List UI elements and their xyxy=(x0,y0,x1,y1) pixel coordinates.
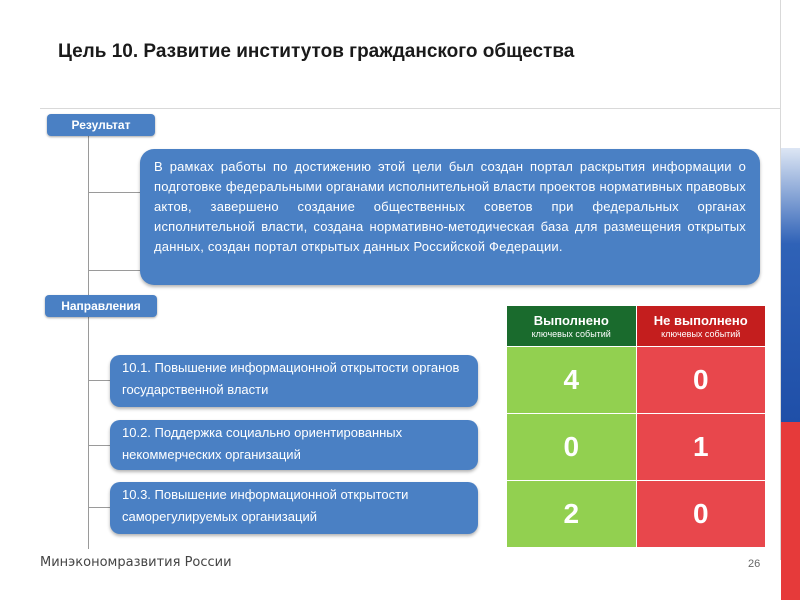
done-count: 4 xyxy=(507,347,637,414)
done-count: 2 xyxy=(507,481,637,548)
flag-stripe-red xyxy=(781,422,800,600)
result-branch xyxy=(88,192,140,193)
direction-branch xyxy=(88,380,110,381)
not-done-header-subtitle: ключевых событий xyxy=(661,328,741,339)
direction-item-10-3: 10.3. Повышение информационной открытости саморегулируемых организаций xyxy=(110,482,478,534)
done-header xyxy=(507,306,637,347)
table-row xyxy=(507,347,766,414)
direction-item-10-2: 10.2. Поддержка социально ориентированных некоммерческих организаций xyxy=(110,420,478,470)
not-done-count: 1 xyxy=(636,414,766,481)
done-header-title: Выполнено xyxy=(533,312,609,328)
not-done-header-title: Не выполнено xyxy=(653,312,748,328)
result-description: В рамках работы по достижению этой цели был создан портал раскрытия информации о подготовке федеральными органами исполнительной власти проектов нормативных правовых актов, завершено создание общественных советов при федеральных органах исполнительной власти, создана нормативно-методическая база для размещения открытых данных, создан портал открытых данных Российской Федерации. xyxy=(140,149,760,285)
not-done-count: 0 xyxy=(636,481,766,548)
page-title: Цель 10. Развитие институтов гражданского общества xyxy=(58,41,575,62)
result-branch xyxy=(88,270,140,271)
not-done-count: 0 xyxy=(636,347,766,414)
table-row xyxy=(507,414,766,481)
flag-stripe-blue xyxy=(781,148,800,422)
directions-connector xyxy=(88,317,89,549)
direction-item-10-1: 10.1. Повышение информационной открытости органов государственной власти xyxy=(110,355,478,407)
right-divider xyxy=(780,0,781,560)
table-row xyxy=(507,481,766,548)
key-events-table xyxy=(506,305,766,548)
result-tag: Результат xyxy=(47,114,155,136)
footer-organization: Минэкономразвития России xyxy=(40,555,232,570)
flag-stripe-white xyxy=(781,0,800,148)
done-count: 0 xyxy=(507,414,637,481)
title-divider xyxy=(40,108,780,109)
page-number: 26 xyxy=(748,558,761,570)
direction-branch xyxy=(88,445,110,446)
direction-branch xyxy=(88,507,110,508)
result-connector xyxy=(88,136,89,296)
done-header-subtitle: ключевых событий xyxy=(531,328,611,339)
not-done-header xyxy=(636,306,766,347)
directions-tag: Направления xyxy=(45,295,157,317)
